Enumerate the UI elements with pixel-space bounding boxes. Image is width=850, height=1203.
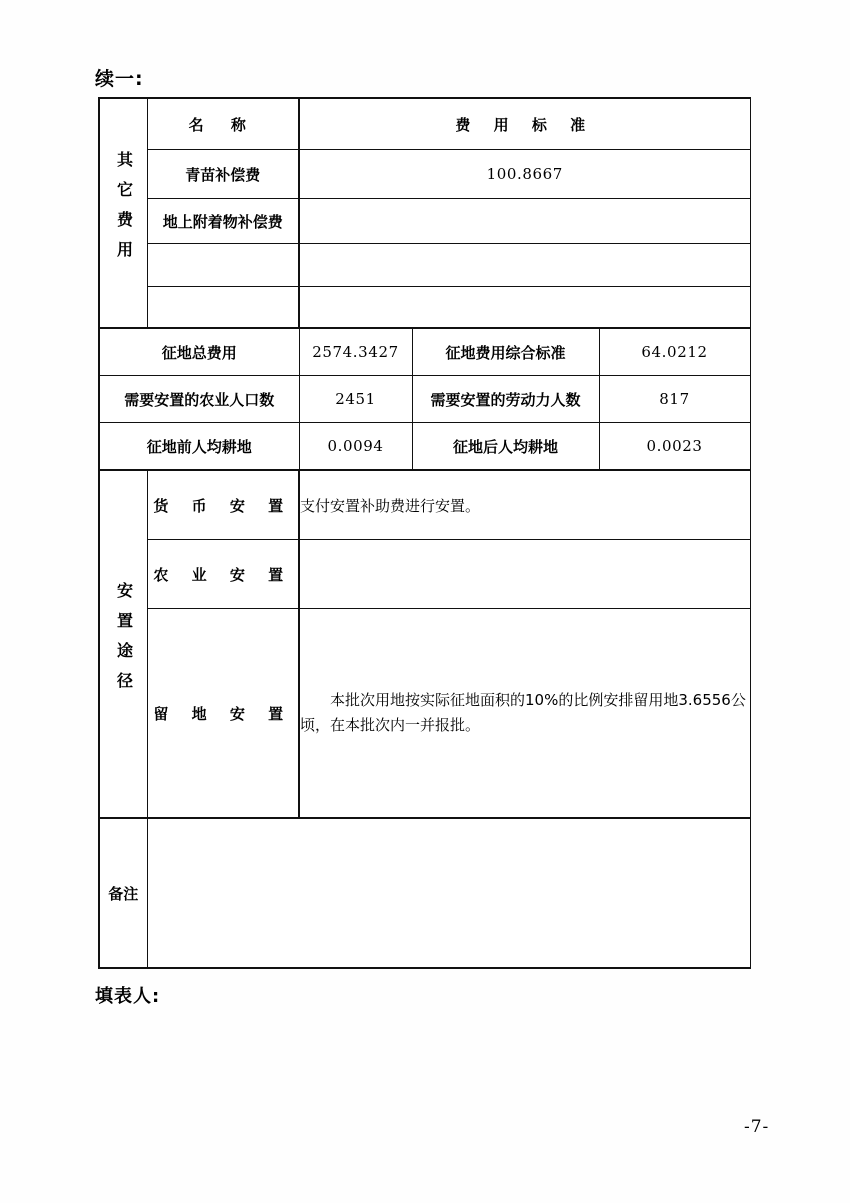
summary-value-arable-before: 0.0094 [299,423,412,471]
fee-value-blank-1 [299,244,750,287]
fee-name-attachments: 地上附着物补偿费 [147,199,299,244]
summary-label-arable-before: 征地前人均耕地 [99,423,299,471]
resettlement-content-monetary: 支付安置补助费进行安置。 [299,470,750,540]
summary-row-total-cost [99,328,750,376]
resettlement-row-agricultural [99,540,750,609]
fee-name-blank-1 [147,244,299,287]
remarks-row [99,818,750,968]
other-fees-vertical-label: 其它费用 [99,98,147,328]
form-filler-label: 填表人: [95,986,161,1007]
summary-label-labor-force: 需要安置的劳动力人数 [412,376,599,423]
page-number: -7- [744,1117,770,1137]
summary-label-total-cost: 征地总费用 [99,328,299,376]
resettlement-method-agricultural: 农 业 安 置 [147,540,299,609]
land-acquisition-form-table [98,97,751,969]
fee-value-blank-2 [299,287,750,329]
fee-row-blank-1 [99,244,750,287]
resettlement-vertical-label: 安置途径 [99,470,147,818]
remarks-content [147,818,750,968]
summary-value-comprehensive-standard: 64.0212 [599,328,750,376]
fee-name-blank-2 [147,287,299,329]
resettlement-row-reserved-land [99,609,750,819]
remarks-label: 备注 [99,818,147,968]
fee-value-attachments [299,199,750,244]
fee-row-seedling [99,150,750,199]
fee-name-seedling: 青苗补偿费 [147,150,299,199]
resettlement-row-monetary [99,470,750,540]
summary-value-arable-after: 0.0023 [599,423,750,471]
summary-label-agricultural-population: 需要安置的农业人口数 [99,376,299,423]
summary-value-labor-force: 817 [599,376,750,423]
summary-label-comprehensive-standard: 征地费用综合标准 [412,328,599,376]
fee-row-attachments [99,199,750,244]
summary-label-arable-after: 征地后人均耕地 [412,423,599,471]
resettlement-content-reserved-land: 本批次用地按实际征地面积的10%的比例安排留用地3.6556公顷，在本批次内一并报批。 [299,609,750,819]
summary-row-population [99,376,750,423]
fee-value-seedling: 100.8667 [299,150,750,199]
resettlement-method-reserved-land: 留 地 安 置 [147,609,299,819]
summary-value-total-cost: 2574.3427 [299,328,412,376]
other-fees-header-row [99,98,750,150]
fee-row-blank-2 [99,287,750,329]
column-header-name: 名 称 [147,98,299,150]
summary-row-arable-land [99,423,750,471]
continuation-label: 续一: [95,68,144,90]
column-header-standard: 费 用 标 准 [299,98,750,150]
summary-value-agricultural-population: 2451 [299,376,412,423]
resettlement-method-monetary: 货 币 安 置 [147,470,299,540]
resettlement-content-agricultural [299,540,750,609]
